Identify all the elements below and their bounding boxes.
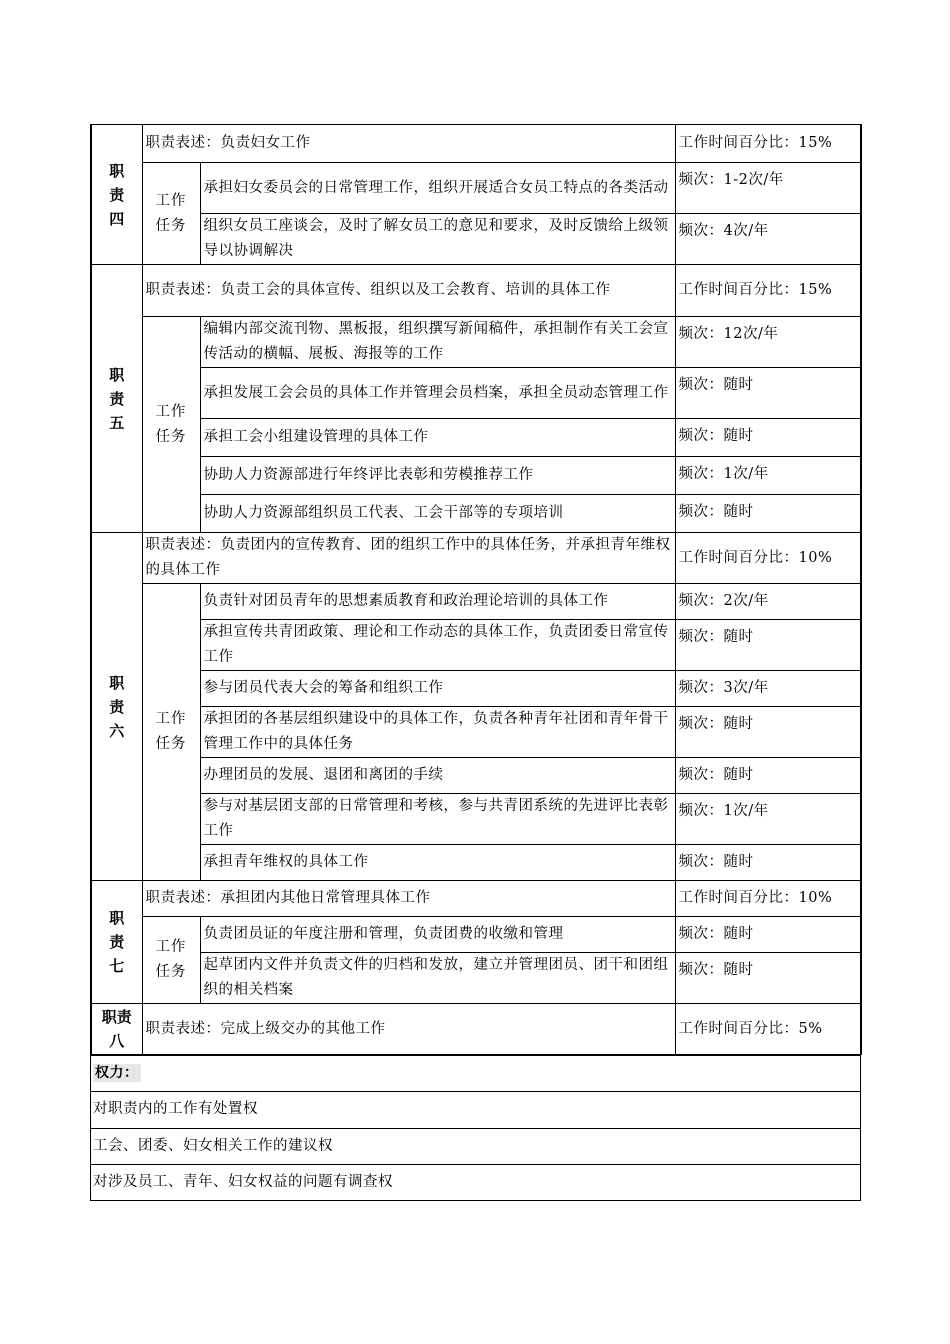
power-item: 对涉及员工、青年、妇女权益的问题有调查权 xyxy=(91,1164,861,1200)
power-table xyxy=(90,1054,861,1201)
task-row xyxy=(91,671,861,707)
task-frequency: 频次：随时 xyxy=(675,917,861,953)
task-text: 承担工会小组建设管理的具体工作 xyxy=(200,419,675,457)
task-frequency: 频次：2次/年 xyxy=(675,584,861,620)
task-frequency: 频次：随时 xyxy=(675,707,861,758)
task-frequency: 频次：随时 xyxy=(675,368,861,419)
duty6-pct: 工作时间百分比：10% xyxy=(675,533,861,584)
task-row xyxy=(91,214,861,265)
task-frequency: 频次：3次/年 xyxy=(675,671,861,707)
duty4-desc: 职责表述：负责妇女工作 xyxy=(142,125,675,163)
power-label: 权力： xyxy=(95,1064,139,1081)
task-text: 编辑内部交流刊物、黑板报，组织撰写新闻稿件，承担制作有关工会宣传活动的横幅、展板、海报等的工作 xyxy=(200,317,675,368)
duty7-desc: 职责表述：承担团内其他日常管理具体工作 xyxy=(142,881,675,917)
duty6-desc-row xyxy=(91,533,861,584)
power-item-row xyxy=(91,1128,861,1164)
task-frequency: 频次：随时 xyxy=(675,495,861,533)
task-row xyxy=(91,419,861,457)
duty4-name: 职 责 四 xyxy=(91,125,142,265)
duty7-desc-row xyxy=(91,881,861,917)
task-row xyxy=(91,707,861,758)
task-text: 办理团员的发展、退团和离团的手续 xyxy=(200,758,675,794)
duty6-task-label: 工作 任务 xyxy=(142,584,200,881)
duty8-desc: 职责表述：完成上级交办的其他工作 xyxy=(142,1004,675,1055)
task-text: 协助人力资源部组织员工代表、工会干部等的专项培训 xyxy=(200,495,675,533)
power-item: 对职责内的工作有处置权 xyxy=(91,1091,861,1128)
task-row xyxy=(91,368,861,419)
duty6-name: 职 责 六 xyxy=(91,533,142,881)
duties-table xyxy=(90,124,862,1055)
power-item-row xyxy=(91,1164,861,1200)
task-text: 承担宣传共青团政策、理论和工作动态的具体工作，负责团委日常宣传工作 xyxy=(200,620,675,671)
duty4-task-label: 工作 任务 xyxy=(142,163,200,265)
task-row xyxy=(91,794,861,845)
task-text: 起草团内文件并负责文件的归档和发放，建立并管理团员、团干和团组织的相关档案 xyxy=(200,953,675,1004)
duty5-name: 职 责 五 xyxy=(91,265,142,533)
task-row xyxy=(91,845,861,881)
task-frequency: 频次：随时 xyxy=(675,953,861,1004)
task-text: 负责团员证的年度注册和管理，负责团费的收缴和管理 xyxy=(200,917,675,953)
task-text: 参与对基层团支部的日常管理和考核，参与共青团系统的先进评比表彰工作 xyxy=(200,794,675,845)
power-header-cell xyxy=(91,1055,861,1091)
power-header-row xyxy=(91,1055,861,1091)
task-text: 负责针对团员青年的思想素质教育和政治理论培训的具体工作 xyxy=(200,584,675,620)
task-row xyxy=(91,163,861,214)
task-row xyxy=(91,317,861,368)
duty4-pct: 工作时间百分比：15% xyxy=(675,125,861,163)
duty5-desc: 职责表述：负责工会的具体宣传、组织以及工会教育、培训的具体工作 xyxy=(142,265,675,317)
duty8-pct: 工作时间百分比：5% xyxy=(675,1004,861,1055)
task-text: 参与团员代表大会的筹备和组织工作 xyxy=(200,671,675,707)
task-text: 承担青年维权的具体工作 xyxy=(200,845,675,881)
duty5-task-label: 工作 任务 xyxy=(142,317,200,533)
duty7-pct: 工作时间百分比：10% xyxy=(675,881,861,917)
duty8-desc-row xyxy=(91,1004,861,1055)
duty6-desc: 职责表述：负责团内的宣传教育、团的组织工作中的具体任务，并承担青年维权的具体工作 xyxy=(142,533,675,584)
task-row xyxy=(91,953,861,1004)
task-row xyxy=(91,620,861,671)
task-text: 协助人力资源部进行年终评比表彰和劳模推荐工作 xyxy=(200,457,675,495)
duty7-name: 职 责 七 xyxy=(91,881,142,1004)
duty5-desc-row xyxy=(91,265,861,317)
task-row xyxy=(91,917,861,953)
task-text: 组织女员工座谈会，及时了解女员工的意见和要求，及时反馈给上级领导以协调解决 xyxy=(200,214,675,265)
task-frequency: 频次：1次/年 xyxy=(675,457,861,495)
task-frequency: 频次：1-2次/年 xyxy=(675,163,861,214)
power-item: 工会、团委、妇女相关工作的建议权 xyxy=(91,1128,861,1164)
task-text: 承担团的各基层组织建设中的具体工作，负责各种青年社团和青年骨干管理工作中的具体任务 xyxy=(200,707,675,758)
task-text: 承担妇女委员会的日常管理工作，组织开展适合女员工特点的各类活动 xyxy=(200,163,675,214)
duty8-name: 职责 八 xyxy=(91,1004,142,1055)
task-frequency: 频次：随时 xyxy=(675,419,861,457)
task-frequency: 频次：4次/年 xyxy=(675,214,861,265)
task-row xyxy=(91,758,861,794)
task-row xyxy=(91,457,861,495)
task-frequency: 频次：12次/年 xyxy=(675,317,861,368)
duty5-pct: 工作时间百分比：15% xyxy=(675,265,861,317)
duty7-task-label: 工作 任务 xyxy=(142,917,200,1004)
task-frequency: 频次：随时 xyxy=(675,845,861,881)
duty4-desc-row xyxy=(91,125,861,163)
task-row xyxy=(91,495,861,533)
task-frequency: 频次：随时 xyxy=(675,620,861,671)
power-item-row xyxy=(91,1091,861,1128)
task-row xyxy=(91,584,861,620)
task-frequency: 频次：随时 xyxy=(675,758,861,794)
task-text: 承担发展工会会员的具体工作并管理会员档案，承担全员动态管理工作 xyxy=(200,368,675,419)
task-frequency: 频次：1次/年 xyxy=(675,794,861,845)
